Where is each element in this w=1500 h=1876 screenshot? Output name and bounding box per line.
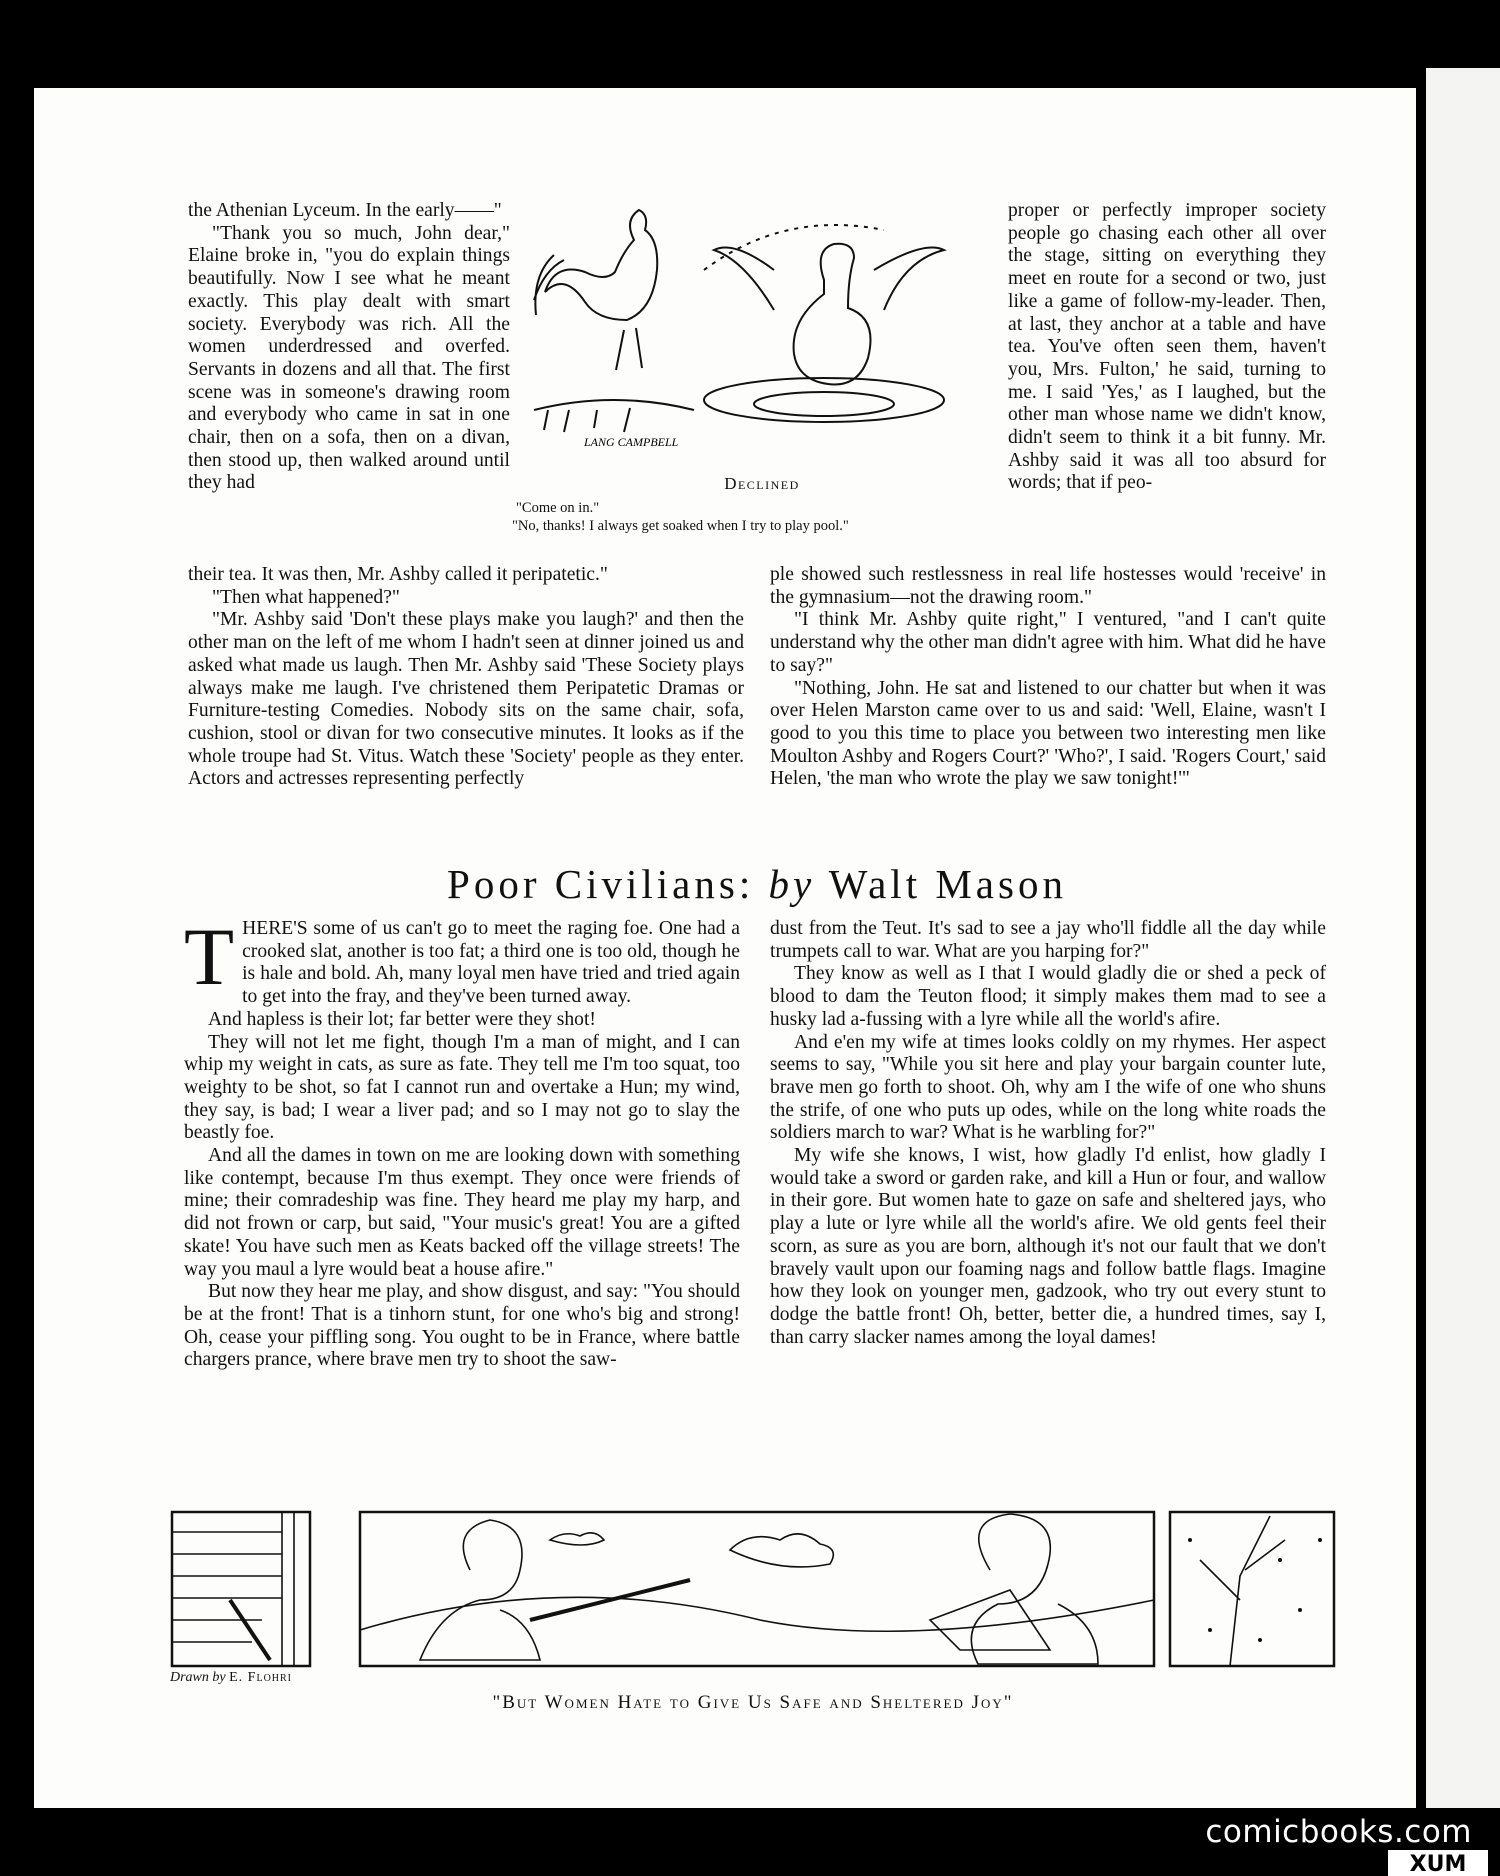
story-column-right-continued (770, 564, 1326, 791)
poem-author: Walt Mason (828, 861, 1067, 907)
rooster-duck-cartoon (524, 200, 1000, 462)
poem-paragraph: They will not let me fight, though I'm a man of might, and I can whip my weight in cats, as sure as fate. They tell me I'm too squat, too weighty to be shot, so fat I cannot run and overtake a Hun; my wind, they say, is bad; I wear a liver pad; and so I may not go to slay the beastly foe. (184, 1031, 740, 1144)
site-watermark: comicbooks.com (1205, 1814, 1472, 1850)
poem-title: Poor Civilians: (447, 861, 755, 907)
cartoon-signature: LANG CAMPBELL (584, 435, 679, 449)
man-figure (971, 1514, 1098, 1664)
credit-artist: E. Flohri (229, 1670, 293, 1685)
caption-line: "Come on in." (516, 500, 600, 516)
credit-prefix: Drawn by (170, 1670, 226, 1685)
facing-page-edge (1416, 68, 1500, 1834)
story-column-top-right (1008, 200, 1326, 495)
cartoon-caption (512, 499, 1012, 535)
illustration-caption: "But Women Hate to Give Us Safe and Sheltered Joy" (492, 1692, 1014, 1713)
story-column-left-continued (188, 564, 744, 791)
poem-headline (188, 860, 1326, 908)
story-paragraph: "Thank you so much, John dear," Elaine broke in, "you do explain things beautifully. Now I see what he meant exactly. This play dealt with smart society. Everybody was rich. All the women underdressed and overfed. Servants in dozens and all that. The first scene was in someone's drawing room and everybody who came in sat in one chair, then on a sofa, then on a divan, then stood up, then walked around until they had (188, 222, 510, 494)
poem-paragraph: My wife she knows, I wist, how gladly I'd enlist, how gladly I would take a sword or garden rake, and kill a Hun or four, and wallow in their gore. But women hate to gaze on safe and sheltered jays, who play a lute or lyre while all the world's afire. We old gents feel their scorn, as sure as you are born, although it's not our fault that we don't bravely vault upon our foaming nags and follow battle flags. Imagine how they look on younger men, gadzook, who try out every stunt to dodge the battle front! Oh, better, better die, a hundred times, say I, than carry slacker names among the loyal dames! (770, 1145, 1326, 1348)
woman-figure (420, 1520, 540, 1660)
poem-paragraph: And hapless is their lot; far better were they shot! (208, 1008, 596, 1030)
story-paragraph: "Mr. Ashby said 'Don't these plays make you laugh?' and then the other man on the left of me whom I hadn't seen at dinner joined us and asked what made us laugh. Then Mr. Ashby said 'These Society plays always make me laugh. I've christened them Peripatetic Dramas or Furniture-testing Comedies. Nobody sits on the same chair, sofa, cushion, stool or divan for two consecutive minutes. It looks as if the whole troupe had St. Vitus. Watch these 'Society' people as they enter. Actors and actresses representing perfectly (188, 609, 744, 790)
poem-paragraph: And all the dames in town on me are looking down with something like contempt, because I'm thus exempt. They once were friends of mine; their comradeship was fine. They heard me play my harp, and did not frown or carp, but said, "Your music's great! You are a gifted skate! You have such men as Keats backed off the village streets! The way you maul a lyre would beat a house afire." (184, 1145, 740, 1280)
story-paragraph: "Then what happened?" (212, 586, 400, 608)
poem-paragraph: But now they hear me play, and show disgust, and say: "You should be at the front! That is a tinhorn stunt, for one who's big and strong! Oh, cease your piffling song. You ought to be in France, where battle chargers prance, where brave men try to shoot the saw- (184, 1281, 740, 1371)
poem-paragraph: And e'en my wife at times looks coldly on my rhymes. Her aspect seems to say, "While you sit here and play your bargain counter lute, brave men go forth to shoot. Oh, why am I the wife of one who shuns the strife, of one who puts up odes, while on the long white roads the soldiers march to war? What is he warbling for?" (770, 1031, 1326, 1144)
poem-paragraph: dust from the Teut. It's sad to see a jay who'll fiddle all the day while trumpets call to war. What are you harping for?" (770, 918, 1326, 962)
drop-cap: T (184, 911, 235, 1002)
panel-left (172, 1512, 310, 1666)
xum-badge: XUM (1388, 1850, 1488, 1876)
cartoon-title: Declined (724, 474, 800, 493)
poem-paragraph: HERE'S some of us can't go to meet the raging foe. One had a crooked slat, another is too fat; a third one is too old, though he is hale and bold. Ah, many loyal men have tried and tried again to get into the fray, and they've been turned away. (242, 918, 740, 1008)
poem-paragraph: They know as well as I that I would gladly die or shed a peck of blood to dam the Teuton flood; it simply makes them mad to see a husky lad a-fussing with a lyre while all the world's afire. (770, 963, 1326, 1030)
bottom-illustration (170, 1510, 1336, 1668)
story-paragraph: the Athenian Lyceum. In the early——" (188, 200, 502, 221)
story-paragraph: "Nothing, John. He sat and listened to our chatter but when it was over Helen Marston came over to us and said: 'Well, Elaine, wasn't I good to you this time to place you between two interesting men like Moulton Ashby and Rogers Court?' 'Who?', I said. 'Rogers Court,' said Helen, 'the man who wrote the play we saw tonight!'" (770, 677, 1326, 790)
byline-by: by (768, 861, 816, 907)
duck-figure (794, 244, 871, 385)
story-paragraph: proper or perfectly improper society people go chasing each other all over the stage, sitting on everything they meet en route for a second or two, just like a game of follow-my-leader. Then, at last, they anchor at a table and have tea. You've often seen them, haven't you, Mrs. Fulton,' he said, turning to me. I said 'Yes,' as I laughed, but the other man whose name we didn't know, didn't seem to think it a bit funny. Mr. Ashby said it was all too absurd for words; that if peo- (1008, 200, 1326, 494)
panel-right (1170, 1512, 1334, 1666)
illustration-credit (170, 1670, 292, 1686)
story-paragraph: their tea. It was then, Mr. Ashby called it peripatetic." (188, 564, 608, 585)
caption-line: "No, thanks! I always get soaked when I try to play pool." (512, 518, 849, 534)
story-paragraph: ple showed such restlessness in real life hostesses would 'receive' in the gymnasium—not the drawing room." (770, 564, 1326, 608)
poem-column-left (184, 911, 740, 1372)
story-paragraph: "I think Mr. Ashby quite right," I ventured, "and I can't quite understand why the other man didn't agree with him. What did he have to say?" (770, 609, 1326, 676)
poem-column-right (770, 918, 1326, 1349)
story-column-top-left (188, 200, 510, 495)
rooster-figure (545, 210, 657, 320)
